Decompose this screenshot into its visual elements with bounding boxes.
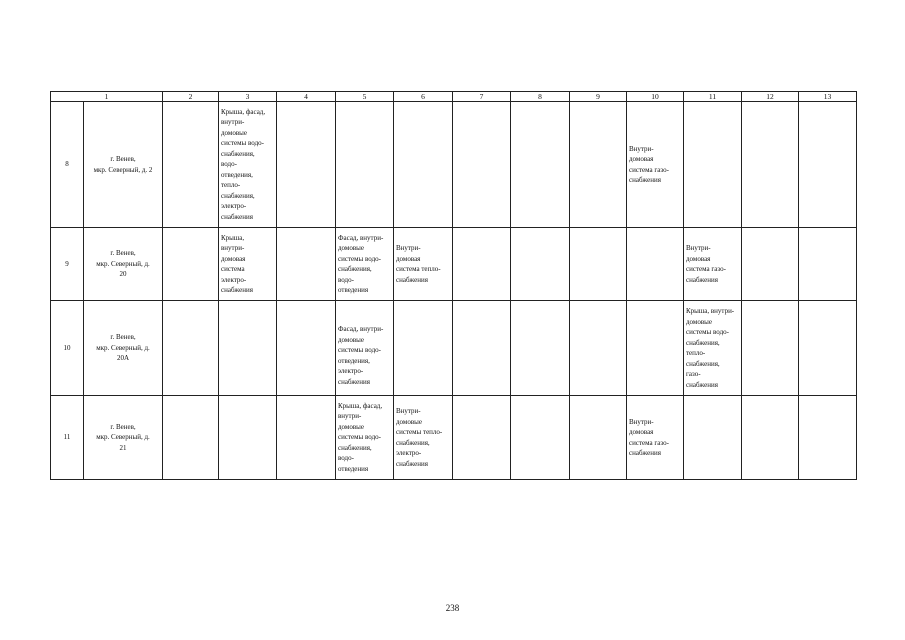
cell-c7 [453,301,511,396]
cell-c8 [511,396,570,480]
cell-c10 [627,301,684,396]
cell-c2 [163,396,219,480]
cell-c7 [453,228,511,301]
row-number: 9 [51,228,84,301]
cell-c11 [684,396,742,480]
cell-c5: Крыша, фасад, внутри- домовые системы водо- снабжения, водо- отведения [336,396,394,480]
row-address: г. Венев, мкр. Северный, д. 20А [84,301,163,396]
column-header-11: 11 [684,92,742,102]
cell-c11: Крыша, внутри- домовые системы водо- снабжения, тепло- снабжения, газо- снабжения [684,301,742,396]
cell-c12 [742,301,799,396]
column-header-2: 2 [163,92,219,102]
cell-c3: Крыша, внутри- домовая система электро- снабжения [219,228,277,301]
cell-c12 [742,396,799,480]
column-header-10: 10 [627,92,684,102]
column-header-12: 12 [742,92,799,102]
cell-c9 [570,102,627,228]
cell-c13 [799,102,857,228]
cell-c8 [511,102,570,228]
column-header-5: 5 [336,92,394,102]
cell-c5 [336,102,394,228]
cell-c9 [570,228,627,301]
cell-c7 [453,102,511,228]
cell-c4 [277,228,336,301]
cell-c6: Внутри- домовая система тепло- снабжения [394,228,453,301]
cell-c13 [799,301,857,396]
cell-c6 [394,102,453,228]
cell-c8 [511,228,570,301]
cell-c12 [742,102,799,228]
cell-c2 [163,301,219,396]
table-row [51,396,857,480]
column-header-4: 4 [277,92,336,102]
cell-c10: Внутри- домовая система газо- снабжения [627,396,684,480]
cell-c13 [799,396,857,480]
row-number: 11 [51,396,84,480]
cell-c8 [511,301,570,396]
page-number: 238 [445,603,460,613]
table-row [51,228,857,301]
column-header-9: 9 [570,92,627,102]
cell-c7 [453,396,511,480]
cell-c10 [627,228,684,301]
cell-c11: Внутри- домовая система газо- снабжения [684,228,742,301]
row-address: г. Венев, мкр. Северный, д. 21 [84,396,163,480]
column-header-7: 7 [453,92,511,102]
cell-c3 [219,301,277,396]
row-number: 10 [51,301,84,396]
cell-c4 [277,396,336,480]
row-address: г. Венев, мкр. Северный, д. 20 [84,228,163,301]
column-header-6: 6 [394,92,453,102]
cell-c11 [684,102,742,228]
cell-c6 [394,301,453,396]
cell-c5: Фасад, внутри- домовые системы водо- снабжения, водо- отведения [336,228,394,301]
cell-c13 [799,228,857,301]
cell-c3 [219,396,277,480]
column-header-3: 3 [219,92,277,102]
cell-c10: Внутри- домовая система газо- снабжения [627,102,684,228]
column-header-8: 8 [511,92,570,102]
cell-c12 [742,228,799,301]
cell-c4 [277,301,336,396]
cell-c2 [163,228,219,301]
cell-c6: Внутри- домовые системы тепло- снабжения, электро- снабжения [394,396,453,480]
column-header-13: 13 [799,92,857,102]
works-schedule-table [50,91,857,480]
cell-c9 [570,301,627,396]
table-row [51,102,857,228]
cell-c4 [277,102,336,228]
cell-c5: Фасад, внутри- домовые системы водо- отведения, электро- снабжения [336,301,394,396]
table-row [51,301,857,396]
header-row [51,92,857,102]
row-address: г. Венев, мкр. Северный, д. 2 [84,102,163,228]
cell-c9 [570,396,627,480]
cell-c2 [163,102,219,228]
row-number: 8 [51,102,84,228]
column-header-1: 1 [51,92,163,102]
cell-c3: Крыша, фасад, внутри- домовые системы водо- снабжения, водо- отведения, тепло- снабжения, электро- снабжения [219,102,277,228]
